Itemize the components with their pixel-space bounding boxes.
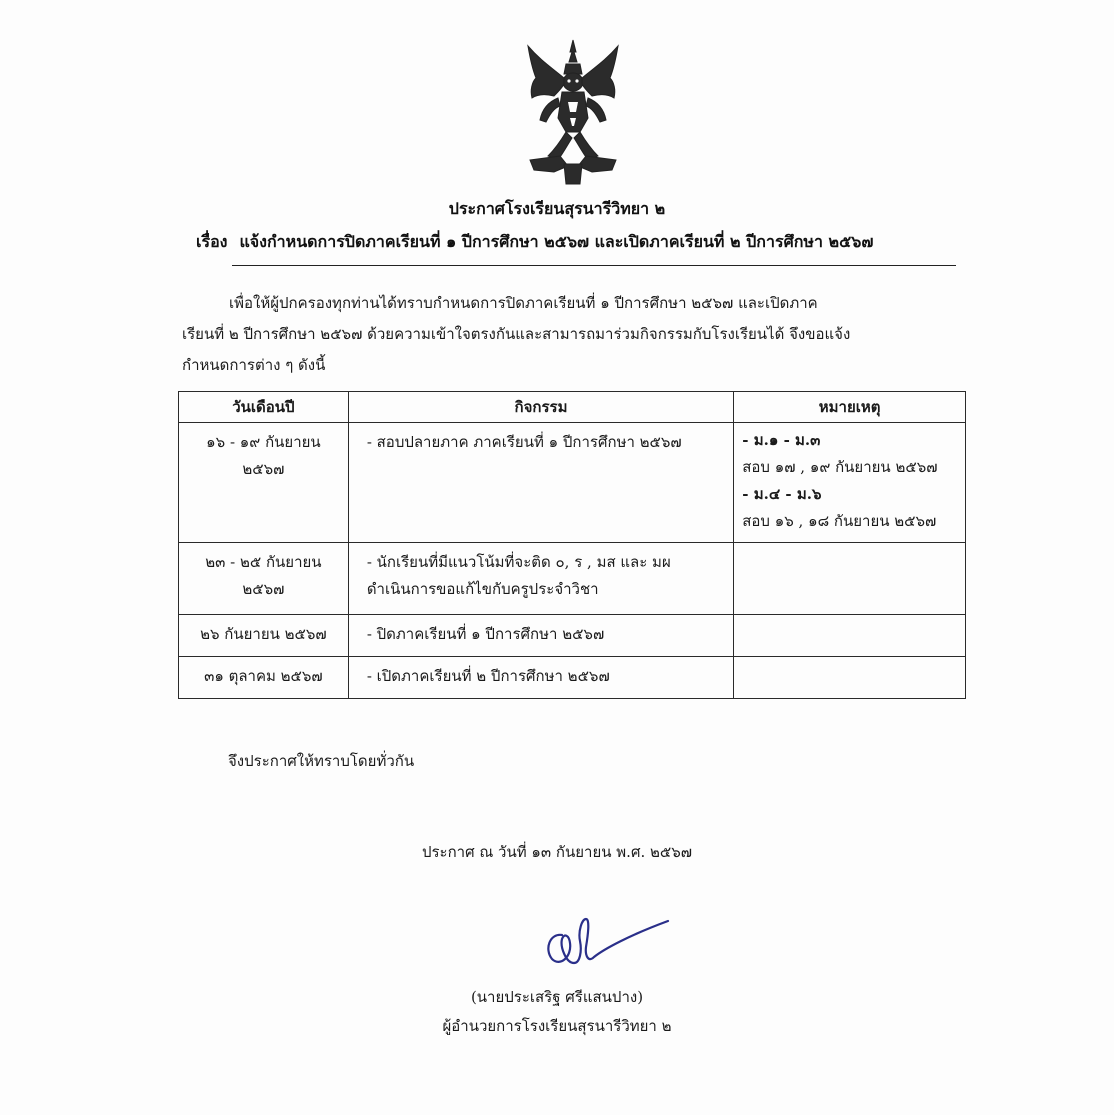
announcement-title: ประกาศโรงเรียนสุรนารีวิทยา ๒ (448, 199, 666, 218)
table-row (179, 615, 966, 657)
table-header-row (179, 392, 966, 423)
header-activity: กิจกรรม (348, 392, 733, 423)
date-line: ๓๑ ตุลาคม ๒๕๖๗ (204, 667, 323, 685)
announcement-date: ประกาศ ณ วันที่ ๑๓ กันยายน พ.ศ. ๒๕๖๗ (421, 843, 693, 861)
activity-line: - สอบปลายภาค ภาคเรียนที่ ๑ ปีการศึกษา ๒๕๖๗ (366, 433, 682, 451)
header-divider (232, 265, 956, 266)
announcement-subject (196, 230, 873, 255)
activity-line: ดำเนินการขอแก้ไขกับครูประจำวิชา (366, 580, 599, 598)
date-line: ๒๕๖๗ (242, 580, 285, 598)
date-line: ๑๖ - ๑๙ กันยายน (206, 433, 321, 451)
date-line: ๒๓ - ๒๕ กันยายน (205, 553, 322, 571)
subject-label: เรื่อง (196, 232, 228, 251)
note-line: สอบ ๑๖ , ๑๘ กันยายน ๒๕๖๗ (742, 512, 937, 530)
date-cell (179, 657, 349, 699)
body-line-1: เพื่อให้ผู้ปกครองทุกท่านได้ทราบกำหนดการปิดภาคเรียนที่ ๑ ปีการศึกษา ๒๕๖๗ และเปิดภาค (229, 294, 818, 312)
handwritten-signature-icon (540, 905, 680, 975)
body-line-3: กำหนดการต่าง ๆ ดังนี้ (182, 356, 326, 374)
note-line: - ม.๔ - ม.๖ (742, 485, 822, 503)
date-line: ๒๕๖๗ (242, 460, 285, 478)
note-line: สอบ ๑๗ , ๑๙ กันยายน ๒๕๖๗ (742, 458, 938, 476)
note-cell (734, 423, 966, 543)
activity-line: - ปิดภาคเรียนที่ ๑ ปีการศึกษา ๒๕๖๗ (366, 625, 605, 643)
activity-line: - เปิดภาคเรียนที่ ๒ ปีการศึกษา ๒๕๖๗ (366, 667, 610, 685)
table-row (179, 657, 966, 699)
header-note: หมายเหตุ (734, 392, 966, 423)
activity-cell (348, 543, 733, 615)
note-line: - ม.๑ - ม.๓ (742, 431, 821, 449)
signer-name: (นายประเสริฐ ศรีแสนปาง) (470, 988, 644, 1006)
table-row (179, 543, 966, 615)
activity-cell (348, 657, 733, 699)
date-cell (179, 543, 349, 615)
header-date: วันเดือนปี (179, 392, 349, 423)
date-cell (179, 423, 349, 543)
date-line: ๒๖ กันยายน ๒๕๖๗ (200, 625, 327, 643)
activity-cell (348, 423, 733, 543)
subject-text: แจ้งกำหนดการปิดภาคเรียนที่ ๑ ปีการศึกษา ๒๕๖๗ และเปิดภาคเรียนที่ ๒ ปีการศึกษา ๒๕๖๗ (239, 232, 874, 251)
note-cell (734, 657, 966, 699)
note-cell (734, 615, 966, 657)
note-cell (734, 543, 966, 615)
schedule-table (178, 391, 966, 699)
activity-line: - นักเรียนที่มีแนวโน้มที่จะติด ๐, ร , มส และ มผ (366, 553, 671, 571)
signer-position: ผู้อำนวยการโรงเรียนสุรนารีวิทยา ๒ (442, 1017, 672, 1035)
activity-cell (348, 615, 733, 657)
closing-statement: จึงประกาศให้ทราบโดยทั่วกัน (228, 752, 415, 770)
garuda-emblem-icon (524, 38, 622, 186)
table-row (179, 423, 966, 543)
body-line-2: เรียนที่ ๒ ปีการศึกษา ๒๕๖๗ ด้วยความเข้าใจตรงกันและสามารถมาร่วมกิจกรรมกับโรงเรียนได้ จึงขอแจ้ง (182, 325, 851, 343)
date-cell (179, 615, 349, 657)
